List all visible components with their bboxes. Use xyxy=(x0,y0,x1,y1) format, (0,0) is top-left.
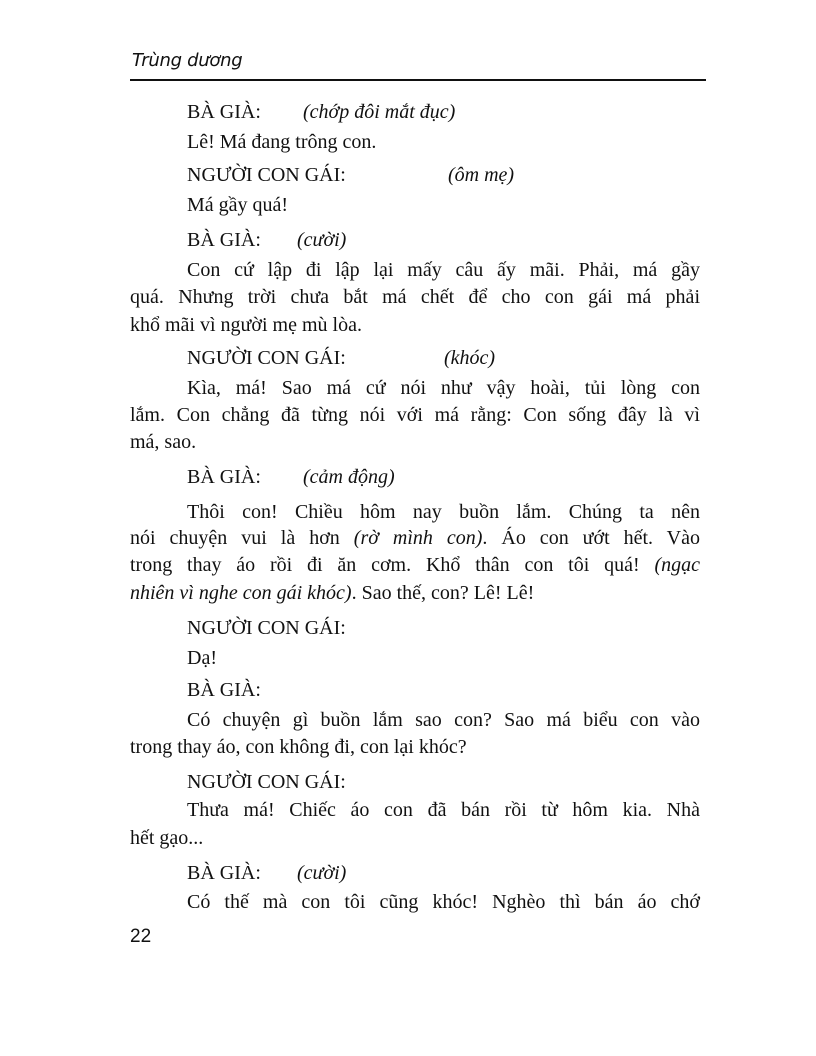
speaker: NGƯỜI CON GÁI: xyxy=(187,617,346,639)
speaker: NGƯỜI CON GÁI: xyxy=(187,347,346,369)
speaker: BÀ GIÀ: xyxy=(187,862,261,884)
stage-direction: (cảm động) xyxy=(303,466,395,488)
dialogue-line: Thôi con! Chiều hôm nay buồn lắm. Chúng ta nên xyxy=(187,501,700,523)
stage-direction: (cười) xyxy=(297,862,347,884)
stage-direction: (khóc) xyxy=(444,347,496,369)
speaker-line xyxy=(130,226,700,254)
dialogue-line: Kìa, má! Sao má cứ nói như vậy hoài, tủi lòng con xyxy=(187,377,700,399)
dialogue-line: quá. Nhưng trời chưa bắt má chết để cho con gái má phải xyxy=(130,286,700,308)
text-segment: . Áo con ướt hết. Vào xyxy=(482,527,700,549)
stage-direction: (rờ mình con) xyxy=(353,527,483,549)
dialogue-line xyxy=(130,551,700,579)
dialogue-line: Thưa má! Chiếc áo con đã bán rồi từ hôm kia. Nhà xyxy=(187,799,700,821)
speaker-line xyxy=(130,676,700,704)
dialogue-line: hết gạo... xyxy=(130,827,204,849)
speaker-line xyxy=(130,161,700,189)
speaker-line xyxy=(130,344,700,372)
stage-direction: (chớp đôi mắt đục) xyxy=(303,101,456,123)
dialogue-line: lắm. Con chẳng đã từng nói với má rằng: Con sống đây là vì xyxy=(130,404,700,426)
dialogue-line: Dạ! xyxy=(187,647,217,669)
speaker: BÀ GIÀ: xyxy=(187,679,261,701)
speaker: NGƯỜI CON GÁI: xyxy=(187,771,346,793)
dialogue-line: Lê! Má đang trông con. xyxy=(187,131,377,153)
dialogue-line xyxy=(130,579,700,607)
text-segment: nói chuyện vui là hơn xyxy=(130,527,354,549)
speaker-line xyxy=(130,98,700,126)
speaker: BÀ GIÀ: xyxy=(187,229,261,251)
speaker-line xyxy=(130,859,700,887)
text-segment: . Sao thế, con? Lê! Lê! xyxy=(351,582,535,604)
dialogue-line: Có chuyện gì buồn lắm sao con? Sao má biểu con vào xyxy=(187,709,700,731)
header-rule xyxy=(130,79,706,81)
speaker-line xyxy=(130,463,700,491)
speaker-line xyxy=(130,614,700,642)
speaker: BÀ GIÀ: xyxy=(187,101,261,123)
speaker-line xyxy=(130,768,700,796)
speaker: BÀ GIÀ: xyxy=(187,466,261,488)
dialogue-line: khổ mãi vì người mẹ mù lòa. xyxy=(130,314,362,336)
running-header: Trùng dương xyxy=(132,50,243,71)
dialogue-line: Má gầy quá! xyxy=(187,194,289,216)
stage-direction: (ngạc xyxy=(654,554,700,576)
dialogue-line: Có thế mà con tôi cũng khóc! Nghèo thì bán áo chớ xyxy=(187,891,700,913)
stage-direction: (cười) xyxy=(297,229,347,251)
stage-direction: nhiên vì nghe con gái khóc) xyxy=(130,582,352,604)
text-segment: trong thay áo rồi đi ăn cơm. Khổ thân con tôi quá! xyxy=(130,554,655,576)
dialogue-line: má, sao. xyxy=(130,431,197,453)
speaker: NGƯỜI CON GÁI: xyxy=(187,164,346,186)
dialogue-line: trong thay áo, con không đi, con lại khóc? xyxy=(130,736,467,758)
page-number: 22 xyxy=(130,926,152,947)
stage-direction: (ôm mẹ) xyxy=(448,164,515,186)
dialogue-line: Con cứ lập đi lập lại mấy câu ấy mãi. Phải, má gầy xyxy=(187,259,700,281)
dialogue-line xyxy=(130,524,700,552)
